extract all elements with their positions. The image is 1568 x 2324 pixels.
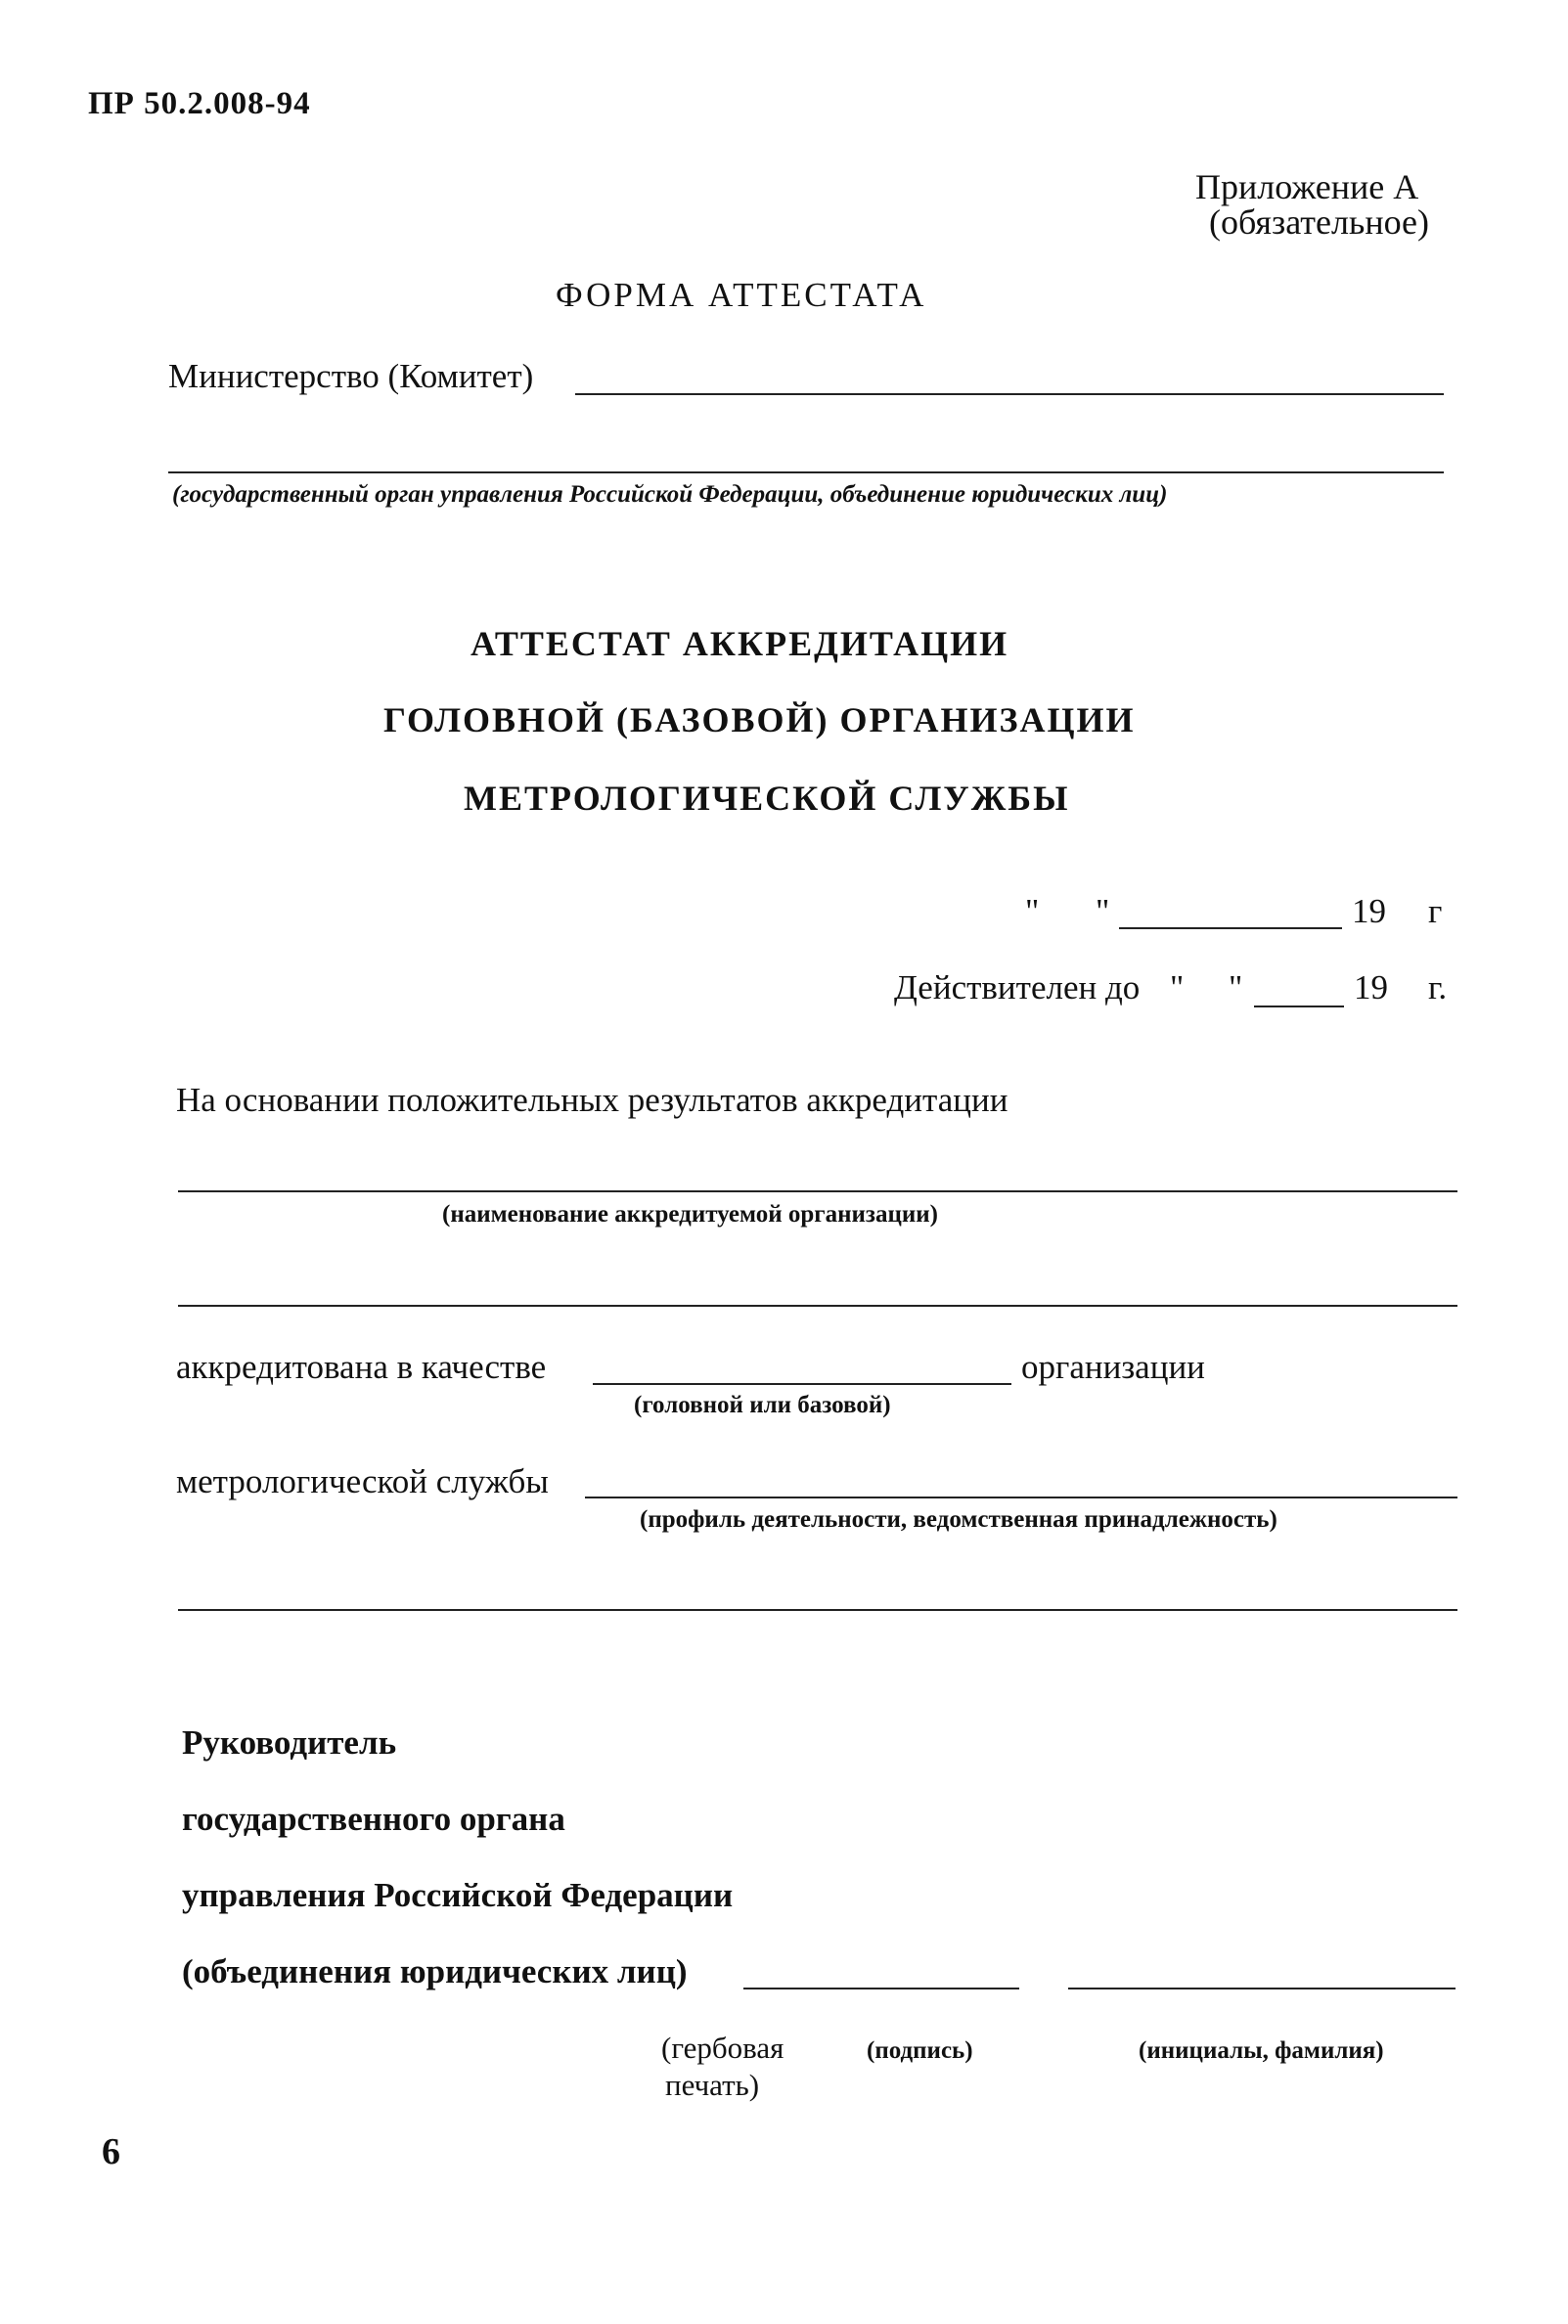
form-title: ФОРМА АТТЕСТАТА — [556, 276, 927, 314]
valid-until-label: Действителен до — [894, 968, 1141, 1006]
certificate-title-line-1: АТТЕСТАТ АККРЕДИТАЦИИ — [470, 624, 1009, 663]
valid-quote-close: " — [1229, 968, 1243, 1006]
basis-text: На основании положительных результатов аккредитации — [176, 1081, 1008, 1119]
valid-date-field-line[interactable] — [1254, 1006, 1344, 1007]
signatory-line-1: Руководитель — [182, 1723, 397, 1762]
page-number: 6 — [102, 2131, 120, 2172]
accreditation-type-field-line[interactable] — [593, 1383, 1011, 1385]
signatory-line-3: управления Российской Федерации — [182, 1876, 734, 1914]
name-caption: (инициалы, фамилия) — [1139, 2037, 1384, 2064]
certificate-title-line-3: МЕТРОЛОГИЧЕСКОЙ СЛУЖБЫ — [464, 779, 1070, 818]
document-code: ПР 50.2.008-94 — [88, 86, 311, 121]
valid-year-suffix: г. — [1428, 968, 1448, 1006]
accredited-prefix: аккредитована в качестве — [176, 1348, 547, 1386]
signatory-line-2: государственного органа — [182, 1800, 565, 1838]
issue-date-field-line[interactable] — [1119, 927, 1342, 929]
accredited-suffix: организации — [1021, 1348, 1205, 1386]
seal-caption-line-1: (гербовая — [661, 2031, 784, 2065]
service-profile-caption: (профиль деятельности, ведомственная принадлежность) — [640, 1506, 1277, 1533]
accreditation-type-caption: (головной или базовой) — [634, 1392, 891, 1418]
valid-quote-open: " — [1170, 968, 1185, 1006]
certificate-title-line-2: ГОЛОВНОЙ (БАЗОВОЙ) ОРГАНИЗАЦИИ — [383, 700, 1136, 739]
issue-quote-open: " — [1025, 892, 1040, 930]
appendix-title: Приложение А — [1195, 167, 1419, 206]
issue-year-suffix: г — [1428, 892, 1443, 930]
service-label: метрологической службы — [176, 1462, 549, 1500]
organization-name-caption: (наименование аккредитуемой организации) — [442, 1201, 939, 1228]
ministry-field-line-2[interactable] — [168, 471, 1444, 473]
organization-name-field-line[interactable] — [178, 1190, 1457, 1192]
service-profile-field-line[interactable] — [585, 1497, 1457, 1498]
valid-year-prefix: 19 — [1354, 968, 1388, 1006]
name-field-line[interactable] — [1068, 1988, 1456, 1989]
organization-name-field-line-2[interactable] — [178, 1305, 1457, 1307]
ministry-label: Министерство (Комитет) — [168, 357, 534, 395]
signatory-line-4: (объединения юридических лиц) — [182, 1952, 688, 1990]
signature-caption: (подпись) — [867, 2037, 973, 2064]
ministry-caption: (государственный орган управления Российской Федерации, объединение юридических лиц) — [172, 481, 1168, 508]
issue-quote-close: " — [1096, 892, 1110, 930]
appendix-type: (обязательное) — [1209, 202, 1429, 242]
seal-caption-line-2: печать) — [665, 2068, 760, 2102]
signature-field-line[interactable] — [743, 1988, 1019, 1989]
ministry-field-line[interactable] — [575, 393, 1444, 395]
issue-year-prefix: 19 — [1352, 892, 1386, 930]
service-profile-field-line-2[interactable] — [178, 1609, 1457, 1611]
